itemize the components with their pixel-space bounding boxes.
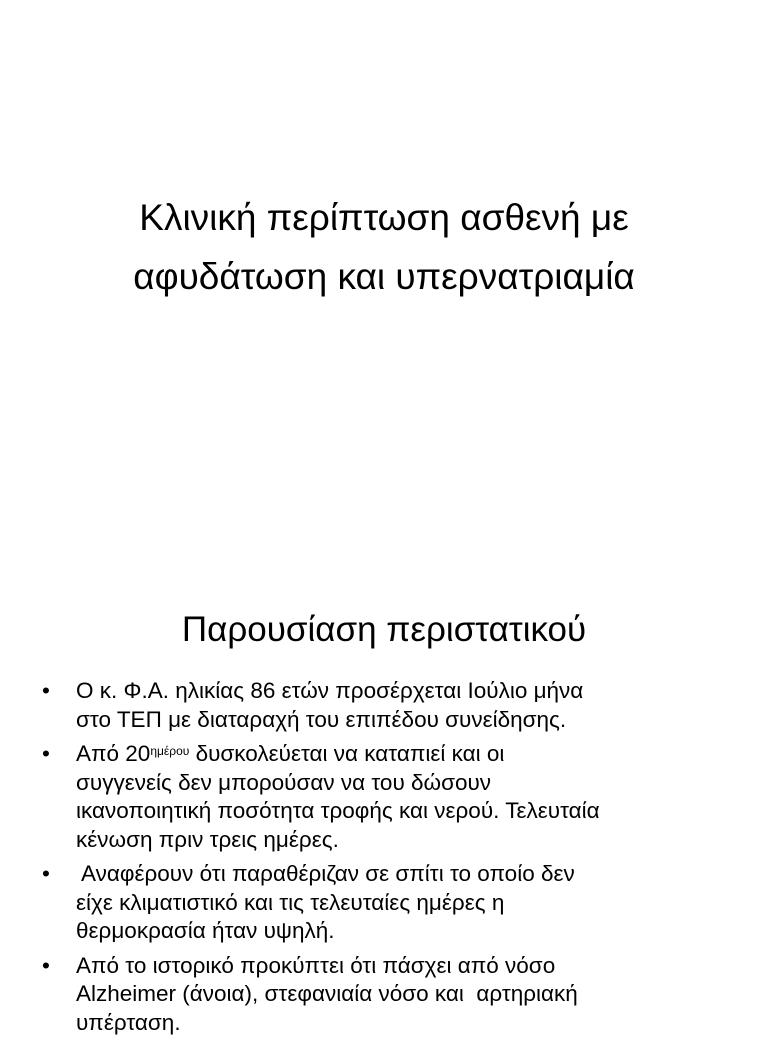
slide-title-line-1: Κλινική περίπτωση ασθενή με [139,197,629,238]
bullet-1-line-2: στο ΤΕΠ με διαταραχή του επιπέδου συνείδησης. [76,706,567,732]
section-heading: Παρουσίαση περιστατικού [181,610,587,649]
bullet-item-2 [40,740,730,854]
bullet-4-line-1: Από το ιστορικό προκύπτει ότι πάσχει από νόσο [76,952,556,978]
bullet-1-line-1: Ο κ. Φ.Α. ηλικίας 86 ετών προσέρχεται Ιούλιο μήνα [76,678,584,703]
bullet-4-line-3: υπέρταση. [76,1009,181,1035]
bullet-2-superscript: ημέρου [150,744,190,758]
bullet-item-3 [40,860,730,946]
slide-title [0,188,768,306]
bullet-marker: • [42,678,50,703]
case-presentation-list [40,677,730,1043]
bullet-marker: • [42,741,50,766]
bullet-item-4 [40,952,730,1038]
bullet-2-line-1-rest: δυσκολεύεται να καταπιεί και οι [189,741,505,766]
slide-title-line-2: αφυδάτωση και υπερνατριαμία [133,256,635,297]
bullet-2-line-2: συγγενείς δεν μπορούσαν να του δώσουν [76,769,492,795]
bullet-2-prefix: Από 20 [76,741,151,766]
bullet-3-line-2: είχε κλιματιστικό και τις τελευταίες ημέρες η [76,889,505,915]
bullet-item-1 [40,677,730,734]
bullet-4-line-2: Alzheimer (άνοια), στεφανιαία νόσο και αρτηριακή [76,981,578,1006]
bullet-2-line-3: ικανοποιητική ποσότητα τροφής και νερού. Τελευταία [76,798,600,823]
bullet-marker: • [42,861,50,886]
bullet-3-line-1: Αναφέρουν ότι παραθέριζαν σε σπίτι το οποίο δεν [76,861,575,886]
bullet-3-line-3: θερμοκρασία ήταν υψηλή. [76,918,335,943]
bullet-2-line-4: κένωση πριν τρεις ημέρες. [76,826,339,852]
bullet-marker: • [42,952,50,978]
